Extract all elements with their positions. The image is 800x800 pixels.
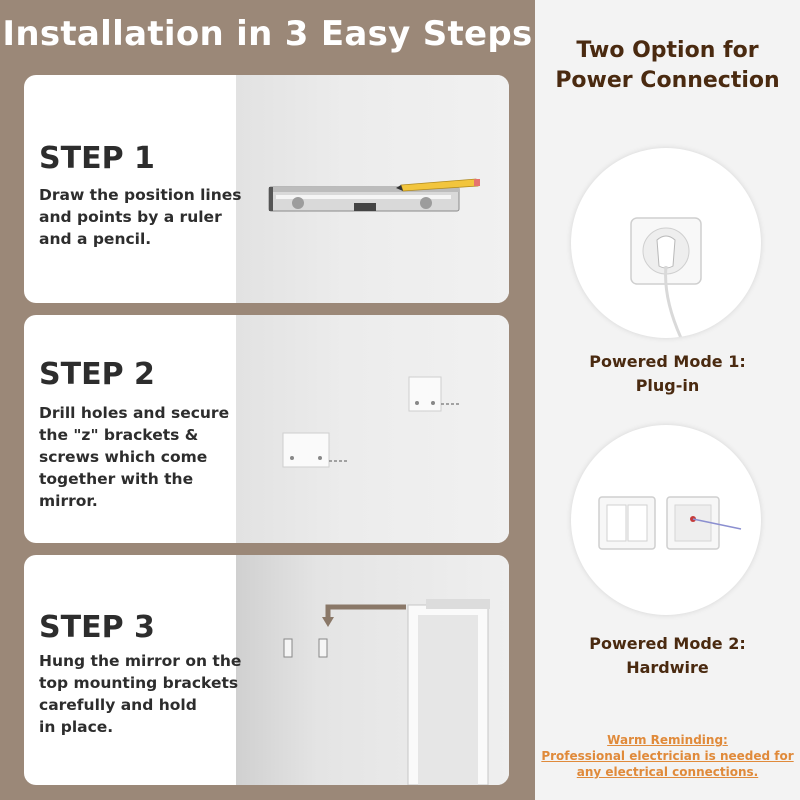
plug-in-image — [571, 148, 761, 338]
step-3-photo — [236, 555, 509, 785]
step-2-photo — [236, 315, 509, 543]
step-3-title: STEP 3 — [39, 610, 155, 645]
ruler-level-icon — [236, 75, 509, 303]
step-1-text: Draw the position lines and points by a ruler and a pencil. — [39, 186, 242, 248]
powered-mode-1: Powered Mode 1: Plug-in — [589, 352, 746, 395]
step-2-card — [24, 315, 509, 543]
power-title: Two Option for Power Connection — [555, 38, 780, 93]
hardwire-image — [571, 425, 761, 615]
junction-box-icon — [667, 497, 741, 549]
arrow-icon — [328, 607, 406, 617]
warm-reminder: Warm Reminding: Professional electrician is needed for any electrical connections. — [541, 733, 794, 779]
step-3-card — [24, 555, 509, 785]
wall-switch-icon — [571, 425, 761, 615]
power-connection-panel — [535, 0, 800, 800]
mirror-icon — [236, 555, 509, 785]
main-title: Installation in 3 Easy Steps — [2, 14, 533, 54]
socket-plug-icon — [571, 148, 761, 338]
step-2-text: Drill holes and secure the "z" brackets & screws which come together with the mirror. — [39, 404, 230, 510]
step-1-card — [24, 75, 509, 303]
step-3-text: Hung the mirror on the top mounting brackets carefully and hold in place. — [39, 652, 242, 736]
step-1-photo — [236, 75, 509, 303]
powered-mode-2: Powered Mode 2: Hardwire — [589, 634, 746, 677]
step-2-title: STEP 2 — [39, 357, 155, 392]
z-bracket-icon — [236, 315, 509, 543]
step-1-title: STEP 1 — [39, 141, 155, 176]
